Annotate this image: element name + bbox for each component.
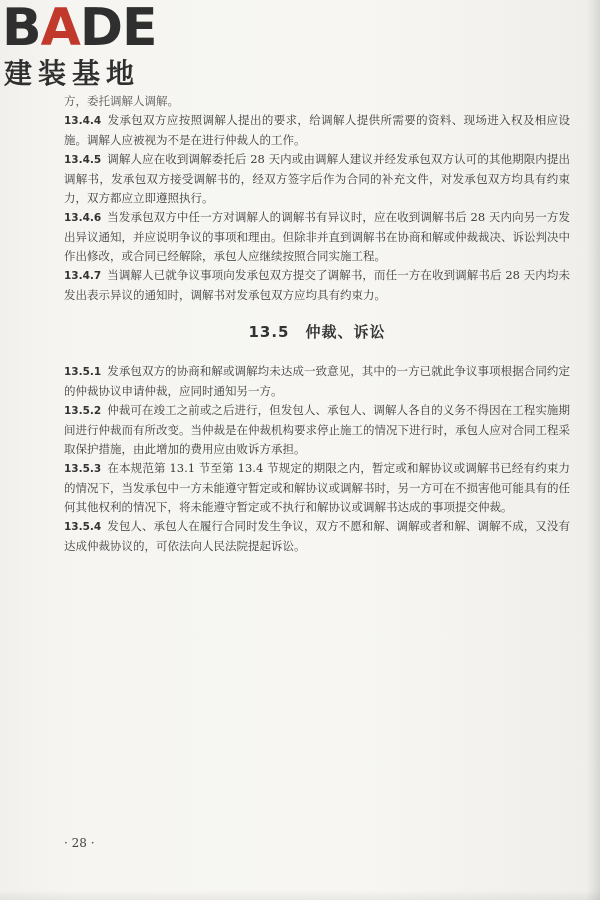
page-number: · 28 · bbox=[64, 836, 95, 850]
clause-number: 13.5.2 bbox=[64, 405, 102, 417]
clause-number: 13.5.1 bbox=[64, 366, 102, 378]
page-bottom-shadow bbox=[0, 890, 600, 900]
logo-letters-de: DE bbox=[79, 0, 157, 58]
clause-text: 发承包双方应按照调解人提出的要求，给调解人提供所需要的资料、现场进入权及相应设施。调解人应被视为不是在进行仲裁人的工作。 bbox=[64, 113, 570, 147]
clause-paragraph bbox=[64, 459, 570, 517]
section-title: 13.5 仲裁、诉讼 bbox=[248, 323, 386, 341]
clause-text: 仲裁可在竣工之前或之后进行，但发包人、承包人、调解人各自的义务不得因在工程实施期间进行仲裁而有所改变。当仲裁是在仲裁机构要求停止施工的情况下进行时，承包人应对合同工程采取保护措施，由此增加的费用应由败诉方承担。 bbox=[64, 403, 570, 456]
document-body bbox=[64, 92, 570, 556]
clause-text: 发包人、承包人在履行合同时发生争议，双方不愿和解、调解或者和解、调解不成，又没有达成仲裁协议的，可依法向人民法院提起诉讼。 bbox=[64, 519, 570, 553]
clause-paragraph bbox=[64, 517, 570, 556]
clause-number: 13.4.4 bbox=[64, 115, 102, 127]
clause-paragraph bbox=[64, 362, 570, 401]
clause-number: 13.4.7 bbox=[64, 270, 102, 282]
clause-paragraph bbox=[64, 266, 570, 305]
clause-text: 在本规范第 13.1 节至第 13.4 节规定的期限之内，暂定或和解协议或调解书已经有约束力的情况下，当发承包中一方未能遵守暂定或和解协议或调解书时，另一方可在不损害他可能具有的任何其他权利的情况下，将未能遵守暂定或不执行和解协议或调解书达成的事项提交仲裁。 bbox=[64, 461, 570, 514]
clause-number: 13.4.6 bbox=[64, 212, 102, 224]
clause-number: 13.5.3 bbox=[64, 463, 102, 475]
clause-paragraph bbox=[64, 208, 570, 266]
clause-text: 调解人应在收到调解委托后 28 天内或由调解人建议并经发承包双方认可的其他期限内提出调解书，发承包双方接受调解书的，经双方签字后作为合同的补充文件，对发承包双方均具有约束力，双方都应立即遵照执行。 bbox=[64, 152, 570, 205]
page-edge-shadow bbox=[586, 0, 600, 900]
clause-number: 13.4.5 bbox=[64, 154, 102, 166]
clause-number: 13.5.4 bbox=[64, 521, 102, 533]
clause-paragraph bbox=[64, 150, 570, 208]
section-13-5-paragraphs bbox=[64, 362, 570, 556]
logo-letter-a: A bbox=[40, 0, 80, 58]
logo-wordmark bbox=[2, 0, 157, 58]
clause-text: 当调解人已就争议事项向发承包双方提交了调解书，而任一方在收到调解书后 28 天内均未发出表示异议的通知时，调解书对发承包双方应均具有约束力。 bbox=[64, 268, 570, 302]
clause-text: 发承包双方的协商和解或调解均未达成一致意见，其中的一方已就此争议事项根据合同约定的仲裁协议申请仲裁，应同时通知另一方。 bbox=[64, 364, 570, 398]
clause-paragraph bbox=[64, 111, 570, 150]
logo-letter-b: B bbox=[2, 0, 41, 58]
clause-text: 当发承包双方中任一方对调解人的调解书有异议时，应在收到调解书后 28 天内向另一方发出异议通知，并应说明争议的事项和理由。但除非并直到调解书在协商和解或仲裁裁决、诉讼判决中作出修改，或合同已经解除，承包人应继续按照合同实施工程。 bbox=[64, 210, 570, 263]
clause-paragraph bbox=[64, 401, 570, 459]
logo-subtitle: 建装基地 bbox=[4, 57, 141, 90]
brand-logo bbox=[2, 2, 182, 94]
continued-fragment: 方，委托调解人调解。 bbox=[64, 94, 179, 108]
section-13-4-paragraphs bbox=[64, 111, 570, 305]
